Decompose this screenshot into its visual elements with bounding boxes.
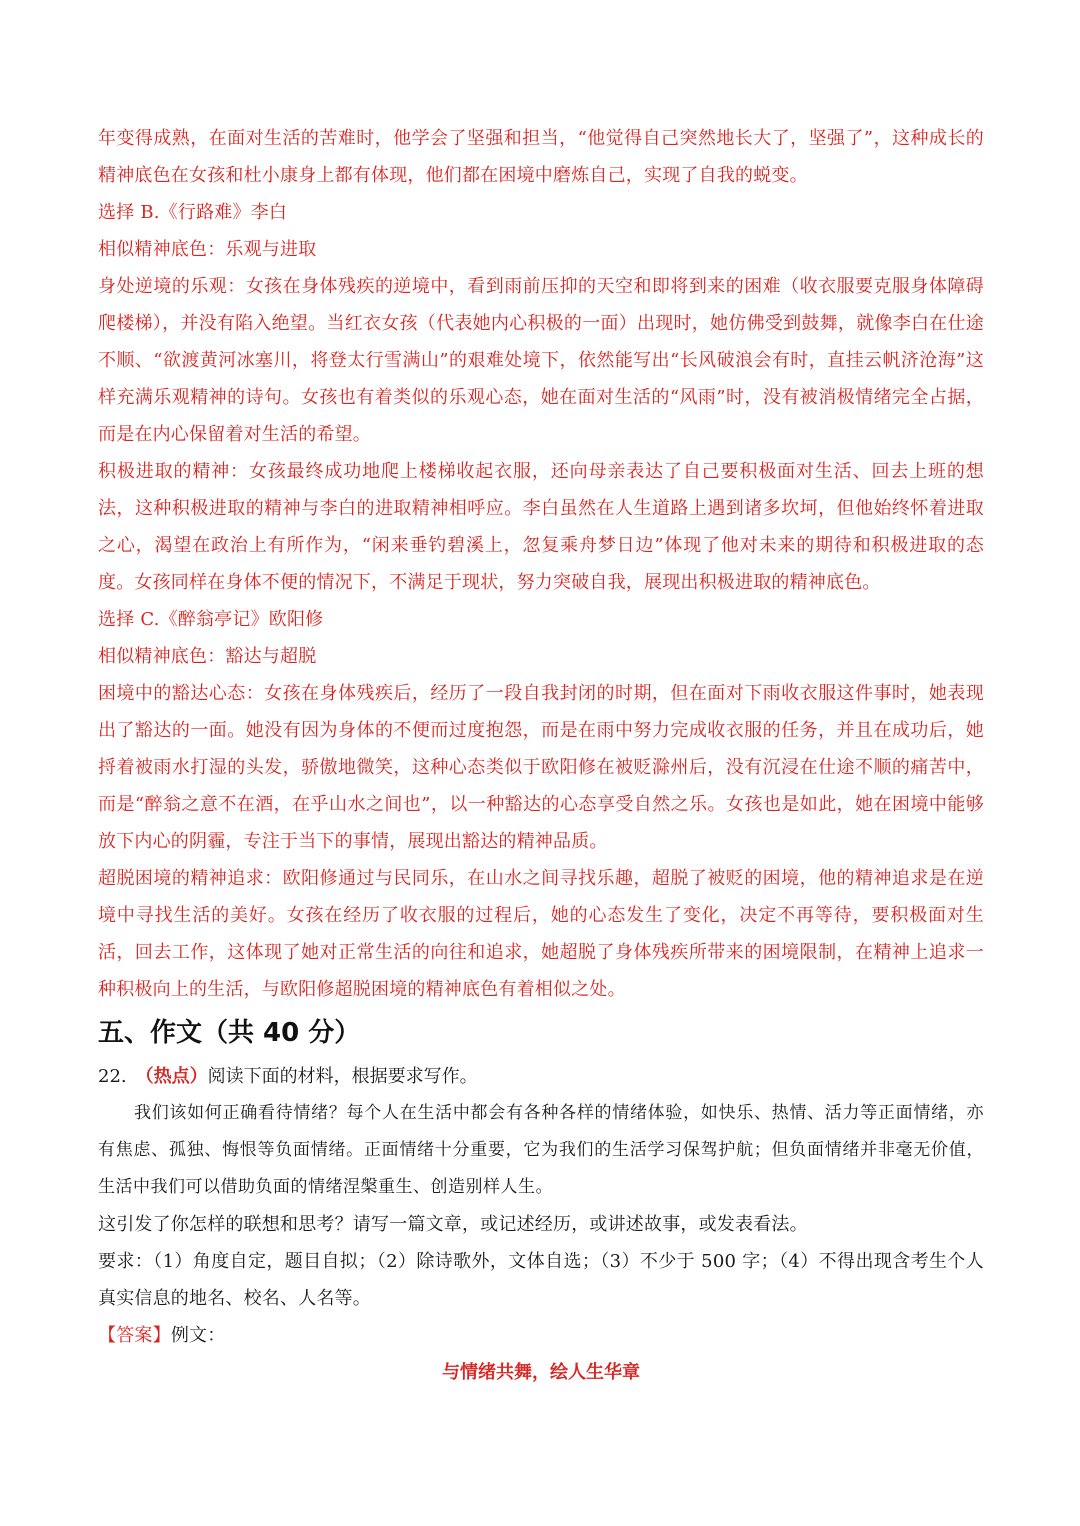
answer-paragraph-continuation: 年变得成熟，在面对生活的苦难时，他学会了坚强和担当，“他觉得自己突然地长大了，坚强了”，这种成长的精神底色在女孩和杜小康身上都有体现，他们都在困境中磨炼自己，实现了自我的蜕变。 <box>98 128 984 186</box>
choice-c-heading: 选择 C.《醉翁亭记》欧阳修 <box>98 609 324 630</box>
hot-topic-tag: （热点） <box>135 1066 208 1087</box>
choice-b-heading: 选择 B.《行路难》李白 <box>98 202 288 223</box>
choice-c-paragraph-transcendence: 超脱困境的精神追求：欧阳修通过与民同乐，在山水之间寻找乐趣，超脱了被贬的困境，他的精神追求是在逆境中寻找生活的美好。女孩在经历了收衣服的过程后，她的心态发生了变化，决定不再等待，要积极面对生活，回去工作，这体现了她对正常生活的向往和追求，她超脱了身体残疾所带来的困境限制，在精神上追求一种积极向上的生活，与欧阳修超脱困境的精神底色有着相似之处。 <box>98 868 984 1000</box>
choice-b-similar-trait: 相似精神底色：乐观与进取 <box>98 239 317 260</box>
question-number: 22. <box>98 1066 127 1087</box>
question-22-line <box>98 1058 984 1095</box>
choice-c-similar-trait: 相似精神底色：豁达与超脱 <box>98 646 317 667</box>
section-five-heading: 五、作文（共 40 分） <box>98 1018 361 1048</box>
example-essay-title: 与情绪共舞，绘人生华章 <box>442 1362 640 1383</box>
writing-material: 我们该如何正确看待情绪？每个人在生活中都会有各种各样的情绪体验，如快乐、热情、活力等正面情绪，亦有焦虑、孤独、悔恨等负面情绪。正面情绪十分重要，它为我们的生活学习保驾护航；但负面情绪并非毫无价值，生活中我们可以借助负面的情绪涅槃重生、创造别样人生。 <box>98 1103 984 1197</box>
choice-b-paragraph-optimism: 身处逆境的乐观：女孩在身体残疾的逆境中，看到雨前压抑的天空和即将到来的困难（收衣服要克服身体障碍爬楼梯），并没有陷入绝望。当红衣女孩（代表她内心积极的一面）出现时，她仿佛受到鼓舞，就像李白在仕途不顺、“欲渡黄河冰塞川，将登太行雪满山”的艰难处境下，依然能写出“长风破浪会有时，直挂云帆济沧海”这样充满乐观精神的诗句。女孩也有着类似的乐观心态，她在面对生活的“风雨”时，没有被消极情绪完全占据，而是在内心保留着对生活的希望。 <box>98 276 984 445</box>
writing-requirements: 要求：（1）角度自定，题目自拟；（2）除诗歌外，文体自选；（3）不少于 500 字；（4）不得出现含考生个人真实信息的地名、校名、人名等。 <box>98 1251 984 1309</box>
choice-c-paragraph-openness: 困境中的豁达心态：女孩在身体残疾后，经历了一段自我封闭的时期，但在面对下雨收衣服这件事时，她表现出了豁达的一面。她没有因为身体的不便而过度抱怨，而是在雨中努力完成收衣服的任务，并且在成功后，她捋着被雨水打湿的头发，骄傲地微笑，这种心态类似于欧阳修在被贬滁州后，没有沉浸在仕途不顺的痛苦中，而是“醉翁之意不在酒，在乎山水之间也”，以一种豁达的心态享受自然之乐。女孩也是如此，她在困境中能够放下内心的阴霾，专注于当下的事情，展现出豁达的精神品质。 <box>98 683 984 852</box>
writing-prompt: 这引发了你怎样的联想和思考？请写一篇文章，或记述经历，或讲述故事，或发表看法。 <box>98 1214 808 1235</box>
document-page <box>98 120 984 1391</box>
answer-label <box>98 1317 984 1354</box>
choice-b-paragraph-progress: 积极进取的精神：女孩最终成功地爬上楼梯收起衣服，还向母亲表达了自己要积极面对生活、回去上班的想法，这种积极进取的精神与李白的进取精神相呼应。李白虽然在人生道路上遇到诸多坎坷，但他始终怀着进取之心，渴望在政治上有所作为，“闲来垂钓碧溪上，忽复乘舟梦日边”体现了他对未来的期待和积极进取的态度。女孩同样在身体不便的情况下，不满足于现状，努力突破自我，展现出积极进取的精神底色。 <box>98 461 984 593</box>
example-label: 例文： <box>170 1325 226 1346</box>
question-instruction: 阅读下面的材料，根据要求写作。 <box>207 1066 478 1087</box>
answer-bracket: 【答案】 <box>98 1325 171 1346</box>
